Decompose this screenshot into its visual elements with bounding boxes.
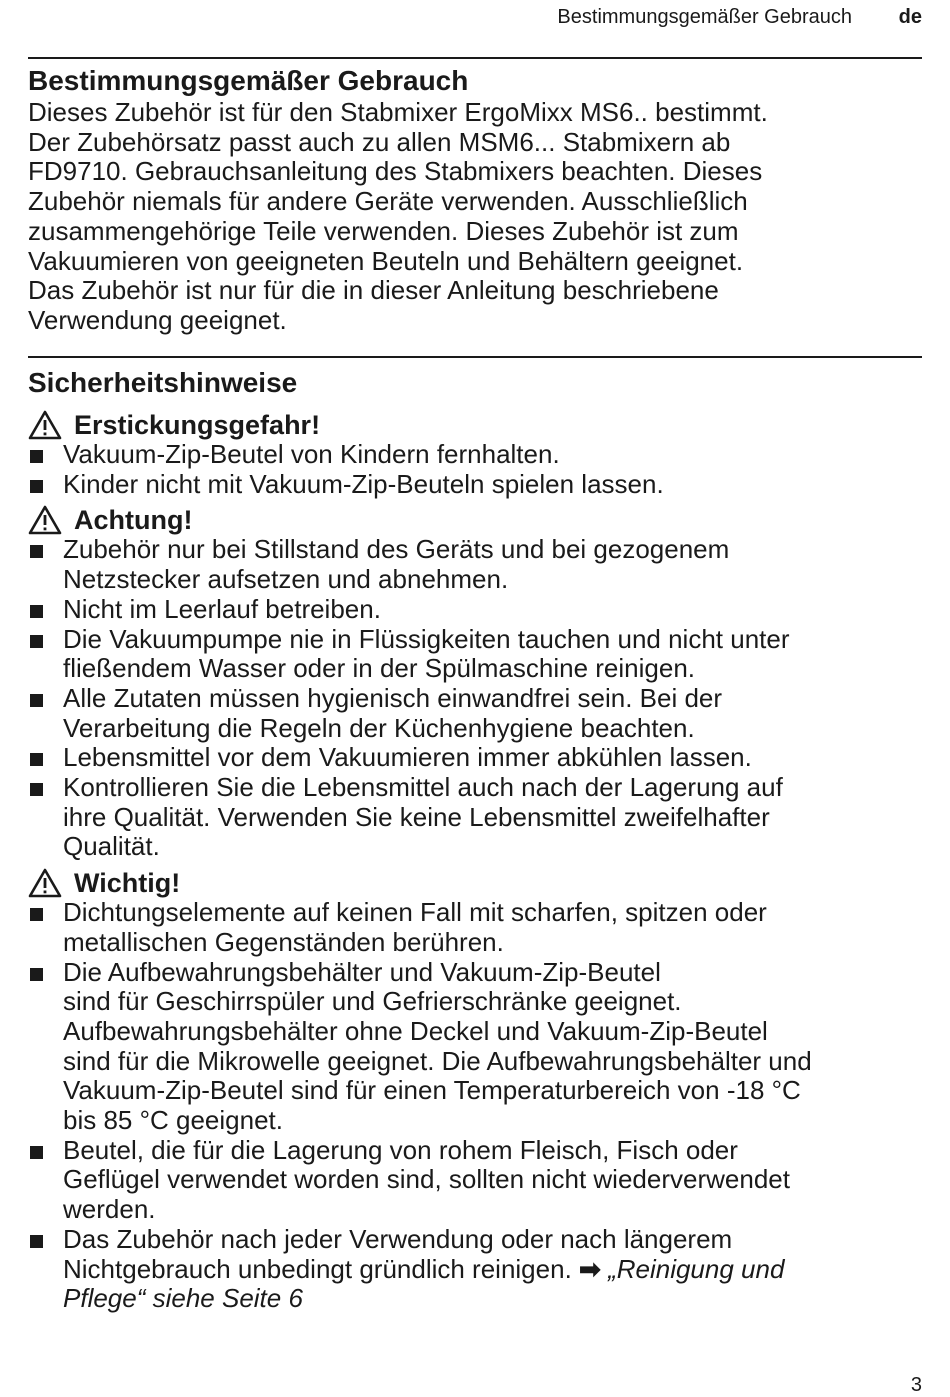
list-item: Kinder nicht mit Vakuum-Zip-Beuteln spielen lassen. [28, 470, 922, 500]
list-item: Das Zubehör nach jeder Verwendung oder nach längerem Nichtgebrauch unbedingt gründlich reinigen. ➡ „Reinigung und Pflege“ siehe Seite 6 [28, 1225, 922, 1314]
bullet-icon [30, 1146, 43, 1159]
warning-triangle-icon [28, 868, 62, 898]
section-title-safety: Sicherheitshinweise [28, 367, 298, 398]
bullet-icon [30, 480, 43, 493]
bullet-icon [30, 694, 43, 707]
warning-list-suffocation [28, 440, 922, 499]
bullet-icon [30, 545, 43, 558]
warning-heading-important: Wichtig! [28, 868, 922, 898]
list-item: Alle Zutaten müssen hygienisch einwandfrei sein. Bei der Verarbeitung die Regeln der Küchenhygiene beachten. [28, 684, 922, 743]
page-header [28, 6, 922, 32]
bullet-icon [30, 450, 43, 463]
bullet-icon [30, 783, 43, 796]
page-number: 3 [910, 1374, 922, 1396]
cross-reference-link[interactable]: „Reinigung und [608, 1253, 785, 1284]
header-rule [28, 57, 922, 59]
warning-list-important [28, 898, 922, 1314]
bullet-icon [30, 753, 43, 766]
list-item: Zubehör nur bei Stillstand des Geräts und bei gezogenem Netzstecker aufsetzen und abnehmen. [28, 535, 922, 594]
list-item: Die Vakuumpumpe nie in Flüssigkeiten tauchen und nicht unter fließendem Wasser oder in der Spülmaschine reinigen. [28, 625, 922, 684]
list-item: Vakuum-Zip-Beutel von Kindern fernhalten. [28, 440, 922, 470]
warning-triangle-icon [28, 505, 62, 535]
header-title: Bestimmungsgemäßer Gebrauch [557, 6, 852, 28]
cross-reference-link-cont[interactable]: Pflege“ siehe Seite 6 [63, 1283, 303, 1314]
warning-heading-suffocation: Erstickungsgefahr! [28, 410, 922, 440]
list-item: Kontrollieren Sie die Lebensmittel auch nach der Lagerung auf ihre Qualität. Verwenden Sie keine Lebensmittel zweifelhafter Qualität. [28, 773, 922, 862]
bullet-icon [30, 968, 43, 981]
list-item: Dichtungselemente auf keinen Fall mit scharfen, spitzen oder metallischen Gegenständen berühren. [28, 898, 922, 957]
list-item: Nicht im Leerlauf betreiben. [28, 595, 922, 625]
bullet-icon [30, 605, 43, 618]
bullet-icon [30, 635, 43, 648]
section-safety [28, 366, 922, 1314]
list-item: Beutel, die für die Lagerung von rohem Fleisch, Fisch oder Geflügel verwendet worden sind, sollten nicht wiederverwendet werden. [28, 1136, 922, 1225]
intended-use-text: Dieses Zubehör ist für den Stabmixer ErgoMixx MS6.. bestimmt. Der Zubehörsatz passt auch zu allen MSM6... Stabmixern ab FD9710. Gebrauchsanleitung des Stabmixers beachten. Dieses Zubehör niemals für andere Geräte verwenden. Ausschließlich zusammengehörige Teile verwenden. Dieses Zubehör ist zum Vakuumieren von geeigneten Beuteln und Behältern geeignet. Das Zubehör ist nur für die in dieser Anleitung beschriebene Verwendung geeignet. [28, 97, 768, 335]
section-title-intended-use: Bestimmungsgemäßer Gebrauch [28, 65, 469, 96]
warning-heading-caution: Achtung! [28, 505, 922, 535]
section-intended-use [28, 64, 922, 336]
section-rule [28, 356, 922, 358]
warning-triangle-icon [28, 410, 62, 440]
bullet-icon [30, 1235, 43, 1248]
list-item: Lebensmittel vor dem Vakuumieren immer abkühlen lassen. [28, 743, 922, 773]
bullet-icon [30, 908, 43, 921]
list-item: Die Aufbewahrungsbehälter und Vakuum-Zip-Beutel sind für Geschirrspüler und Gefrierschränke geeignet. Aufbewahrungsbehälter ohne Deckel und Vakuum-Zip-Beutel sind für die Mikrowelle geeignet. Die Aufbewahrungsbehälter und Vakuum-Zip-Beutel sind für einen Temperaturbereich von -18 °C bis 85 °C geeignet. [28, 958, 922, 1136]
header-language: de [898, 6, 922, 28]
cross-reference-arrow-icon: ➡ [579, 1253, 601, 1284]
warning-list-caution [28, 535, 922, 862]
